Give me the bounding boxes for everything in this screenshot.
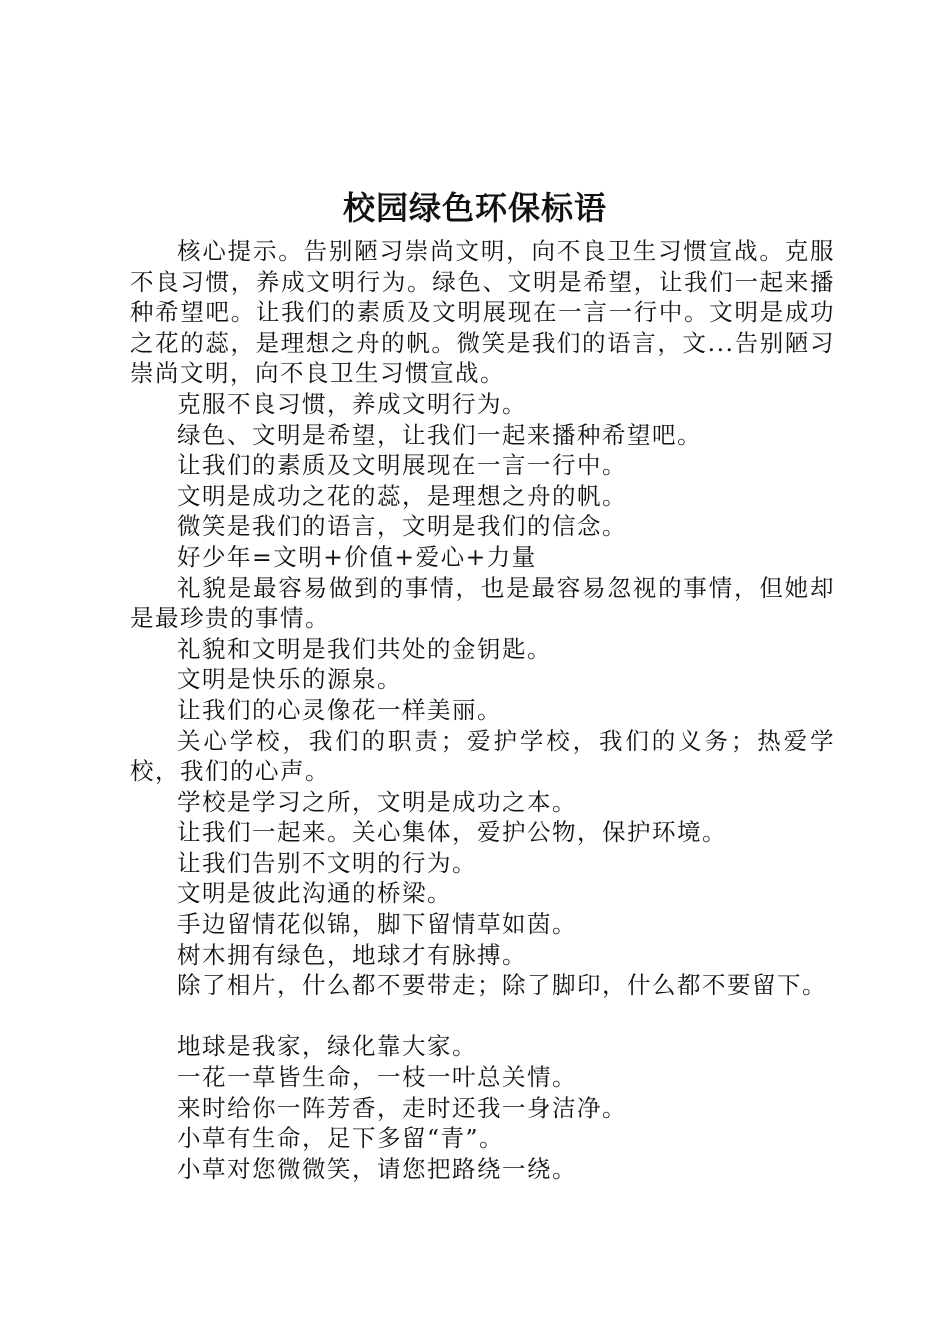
- paragraph: 文明是彼此沟通的桥梁。: [177, 879, 452, 908]
- paragraph: 让我们的心灵像花一样美丽。: [177, 695, 502, 724]
- paragraph-core-summary: 核心提示。告别陋习崇尚文明，向不良卫生习惯宣战。克服不良习惯，养成文明行为。绿色、文明是希望，让我们一起来播种希望吧。让我们的素质及文明展现在一言一行中。文明是成功之花的蕊，是理想之舟的帆。微笑是我们的语言，文...告别陋习崇尚文明，向不良卫生习惯宣战。: [130, 237, 835, 388]
- paragraph: 礼貌是最容易做到的事情，也是最容易忽视的事情，但她却是最珍贵的事情。: [130, 573, 835, 633]
- paragraph: 学校是学习之所，文明是成功之本。: [177, 787, 577, 816]
- paragraph: 让我们一起来。关心集体，爱护公物，保护环境。: [177, 818, 727, 847]
- paragraph: 树木拥有绿色，地球才有脉搏。: [177, 940, 527, 969]
- paragraph: 关心学校，我们的职责；爱护学校，我们的义务；热爱学校，我们的心声。: [130, 726, 835, 786]
- paragraph: 礼貌和文明是我们共处的金钥匙。: [177, 634, 552, 663]
- paragraph: 一花一草皆生命，一枝一叶总关情。: [177, 1063, 577, 1092]
- paragraph: 克服不良习惯，养成文明行为。: [177, 389, 527, 418]
- paragraph: 小草对您微微笑，请您把路绕一绕。: [177, 1154, 577, 1183]
- paragraph: 好少年=文明+价值+爱心+力量: [177, 542, 537, 571]
- blank-line: [130, 1001, 835, 1032]
- paragraph: 小草有生命，足下多留“青”。: [177, 1124, 505, 1153]
- document-body: [130, 236, 835, 1184]
- paragraph: 文明是快乐的源泉。: [177, 665, 402, 694]
- paragraph: 让我们的素质及文明展现在一言一行中。: [177, 451, 627, 480]
- paragraph: 除了相片，什么都不要带走；除了脚印，什么都不要留下。: [177, 971, 827, 1000]
- paragraph: 手边留情花似锦，脚下留情草如茵。: [177, 910, 577, 939]
- paragraph: 文明是成功之花的蕊，是理想之舟的帆。: [177, 481, 627, 510]
- paragraph: 地球是我家，绿化靠大家。: [177, 1032, 477, 1061]
- paragraph: 来时给你一阵芳香，走时还我一身洁净。: [177, 1093, 627, 1122]
- document-title: 校园绿色环保标语: [342, 189, 607, 227]
- paragraph: 让我们告别不文明的行为。: [177, 848, 477, 877]
- paragraph: 绿色、文明是希望，让我们一起来播种希望吧。: [177, 420, 702, 449]
- paragraph: 微笑是我们的语言，文明是我们的信念。: [177, 512, 627, 541]
